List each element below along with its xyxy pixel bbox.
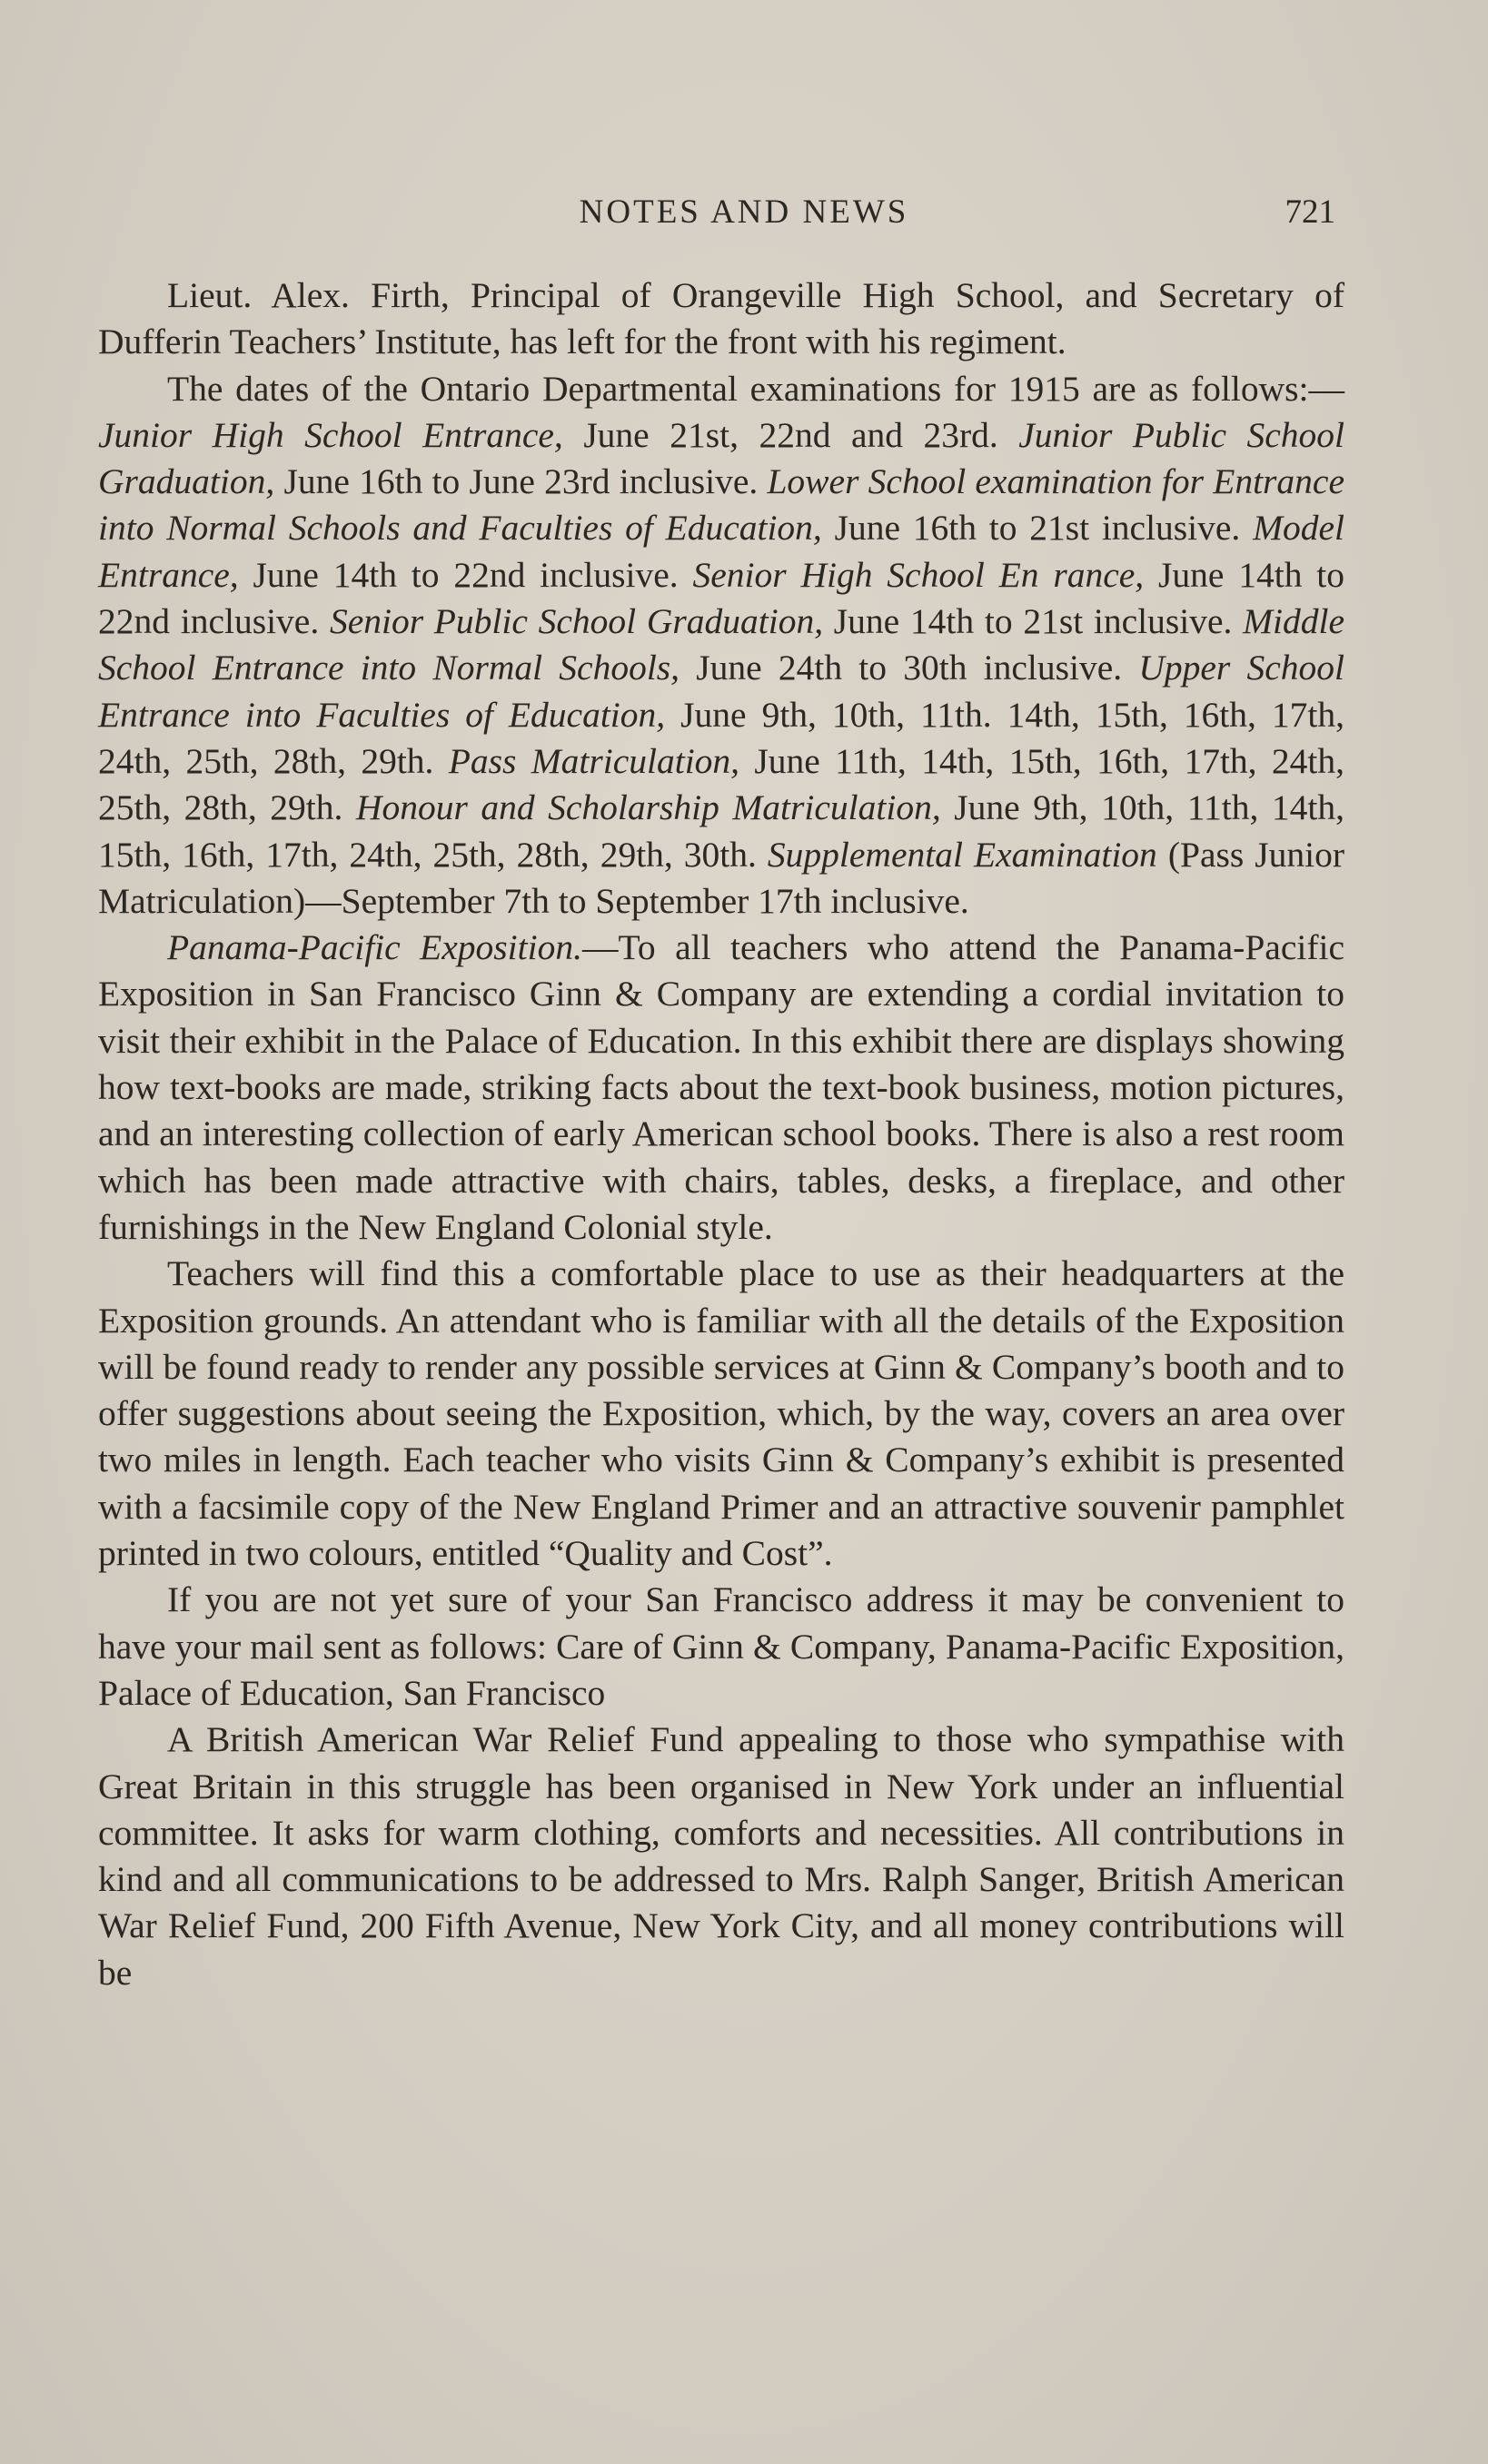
text-run: June 16th to 21st inclusive. xyxy=(821,508,1254,549)
paragraph-firth: Lieut. Alex. Firth, Principal of Orangeville High School, and Secretary of Dufferin Teachers’ Institute, has left for the front with his regiment. xyxy=(98,275,1344,362)
text-run: —To all teachers who attend the Panama-Pacific Exposition in San Francisco Ginn & Company are extending a cordial invitation to visit their exhibit in the Palace of Education. In this exhibit there are displays showing how text-books are made, striking facts about the text-book business, motion pictures, and an interesting collection of early American school books. There is also a rest room which has been made attractive with chairs, tables, desks, a fireplace, and other furnishings in the New England Colonial style. xyxy=(98,927,1344,1247)
exam-name: Junior Public School Graduation, xyxy=(98,414,1344,502)
text-run: June 21st, 22nd and 23rd. xyxy=(562,414,1019,455)
exam-name: Model Entrance, xyxy=(98,508,1344,595)
page-header xyxy=(0,193,1488,238)
body-text xyxy=(98,272,1344,1996)
paragraph-exposition xyxy=(98,925,1344,1251)
paragraph-war-relief: A British American War Relief Fund appealing to those who sympathise with Great Britain in this struggle has been organised in New York under an influential committee. It asks for warm clothing, comforts and necessities. All contributions in kind and all communications to be addressed to Mrs. Ralph Sanger, British American War Relief Fund, 200 Fifth Avenue, New York City, and all money contributions will be xyxy=(98,1719,1344,1993)
text-run: June 9th, 10th, 11th, 14th, 15th, 16th, 17th, 24th, 25th, 28th, 29th, 30th. xyxy=(98,787,1344,875)
text-run: June 16th to June 23rd inclusive. xyxy=(274,461,768,502)
exam-name: Supplemental Examination xyxy=(767,834,1157,875)
exam-name: Honour and Scholarship Matriculation, xyxy=(355,787,941,828)
text-run: June 24th to 30th inclusive. xyxy=(680,648,1139,688)
paragraph-exam-dates xyxy=(98,366,1344,925)
exam-name: Junior High School Entrance, xyxy=(98,414,563,455)
text-run: June 14th to 22nd inclusive. xyxy=(238,554,693,595)
text-run: June 14th to 22nd inclusive. xyxy=(98,554,1345,642)
exam-name: Middle School Entrance into Normal Schools, xyxy=(98,601,1344,688)
running-head: NOTES AND NEWS xyxy=(579,193,909,231)
text-run: June 14th to 21st inclusive. xyxy=(823,601,1244,642)
paragraph-mail-address: If you are not yet sure of your San Francisco address it may be convenient to have your mail sent as follows: Care of Ginn & Company, Panama-Pacific Exposition, Palace of Education, San Francisco xyxy=(98,1579,1344,1713)
paragraph-headquarters: Teachers will find this a comfortable place to use as their headquarters at the Exposition grounds. An attendant who is familiar with all the details of the Exposition will be found ready to render any possible services at Ginn & Company’s booth and to offer suggestions about seeing the Exposition, which, by the way, covers an area over two miles in length. Each teacher who visits Ginn & Company’s exhibit is presented with a facsimile copy of the New England Primer and an attractive souvenir pamphlet printed in two colours, entitled “Quality and Cost”. xyxy=(98,1253,1344,1574)
text-run: June 11th, 14th, 15th, 16th, 17th, 24th, 25th, 28th, 29th. xyxy=(98,740,1344,828)
exam-name: Lower School examination for Entrance into Normal Schools and Faculties of Education, xyxy=(98,461,1344,549)
section-lead: Panama-Pacific Exposition. xyxy=(167,927,582,968)
exam-name: Senior High School En rance, xyxy=(692,554,1145,595)
text-run: June 9th, 10th, 11th. 14th, 15th, 16th, 17th, 24th, 25th, 28th, 29th. xyxy=(98,694,1345,781)
exam-name: Upper School Entrance into Faculties of Education, xyxy=(98,648,1345,735)
exam-name: Pass Matriculation, xyxy=(448,740,740,781)
page-number: 721 xyxy=(1285,193,1335,231)
text-run: The dates of the Ontario Departmental examinations for 1915 are as follows:— xyxy=(167,368,1344,409)
text-run: (Pass Junior Matriculation)—September 7th to September 17th inclusive. xyxy=(98,834,1344,921)
exam-name: Senior Public School Graduation, xyxy=(329,601,824,642)
